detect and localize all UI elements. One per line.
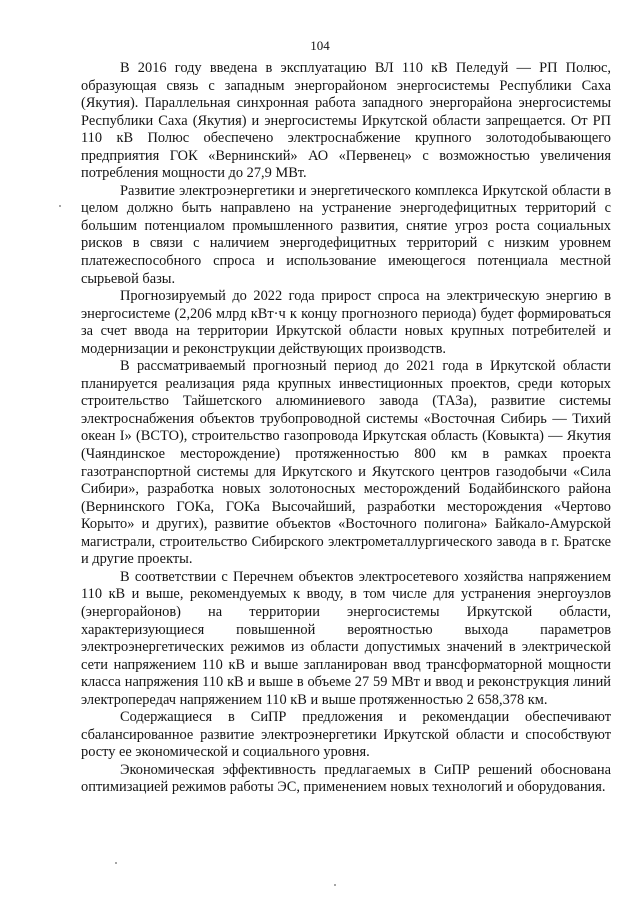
scan-speck [334,884,336,886]
scan-speck [115,862,117,864]
paragraph-economic-efficiency: Экономическая эффективность предлагаемых в СиПР решений обоснована оптимизацией режимов работы ЭС, применением новых технологий и оборудования. [81,761,611,796]
page-number: 104 [310,38,330,53]
paragraph-polyus-line: В 2016 году введена в эксплуатацию ВЛ 110 кВ Пеледуй — РП Полюс, образующая связь с западным энергорайоном энергосистемы Республики Саха (Якутия). Параллельная синхронная работа западного энергорайона энергосистемы Республики Саха (Якутия) и энергосистемы Иркутской области запрещается. От РП 110 кВ Полюс обеспечено электроснабжение крупного золотодобывающего предприятия ГОК «Вернинский» АО «Первенец» с возможностью увеличения потребления мощности до 27,9 МВт. [81,60,611,182]
paragraph-investment-projects: В рассматриваемый прогнозный период до 2021 года в Иркутской области планируется реализация ряда крупных инвестиционных проектов, среди которых строительство Тайшетского алюминиевого завода (ТАЗа), развитие системы электроснабжения объектов трубопроводной системы «Восточная Сибирь — Тихий океан I» (ВСТО), строительство газопровода Иркутская область (Ковыкта) — Якутия (Чаяндинское месторождение) протяженностью 800 км в рамках проекта газотранспортной системы для Иркутского и Якутского центров газодобычи «Сила Сибири», разработка новых золотоносных месторождений Бодайбинского района (Вернинского ГОКа, ГОКа Высочайший, разработки месторождения «Чертово Корыто» и других), развитие объектов «Восточного полигона» Байкало-Амурской магистрали, строительство Сибирского электрометаллургического завода в г. Братске и другие проекты. [81,358,611,568]
paragraph-grid-facilities: В соответствии с Перечнем объектов электросетевого хозяйства напряжением 110 кВ и выше, рекомендуемых к вводу, в том числе для устранения энергоузлов (энергорайонов) на территории энергосистемы Иркутской области, характеризующиеся повышенной вероятностью выхода параметров электроэнергетических режимов из области допустимых значений в электрической сети напряжением 110 кВ и выше запланирован ввод трансформаторной мощности класса напряжения 110 кВ и выше в объеме 27 59 МВт и ввод и реконструкция линий электропередач напряжением 110 кВ и выше протяженностью 2 658,378 км. [81,568,611,708]
document-body [81,60,611,797]
paragraph-development-goals: Развитие электроэнергетики и энергетического комплекса Иркутской области в целом должно быть направлено на устранение энергодефицитных территорий с большим потенциалом промышленного развития, снятие угроз роста социальных рисков в связи с наличием энергодефицитных территорий с низким уровнем платежеспособного спроса и использование имеющегося потенциала местной сырьевой базы. [81,182,611,287]
paragraph-demand-forecast: Прогнозируемый до 2022 года прирост спроса на электрическую энергию в энергосистеме (2,206 млрд кВт·ч к концу прогнозного периода) будет формироваться за счет ввода на территории Иркутской области новых крупных потребителей и модернизации и реконструкции действующих производств. [81,288,611,357]
scan-speck [59,205,61,207]
paragraph-recommendations: Содержащиеся в СиПР предложения и рекомендации обеспечивают сбалансированное развитие электроэнергетики Иркутской области и способствуют росту ее экономической и социального уровня. [81,709,611,761]
